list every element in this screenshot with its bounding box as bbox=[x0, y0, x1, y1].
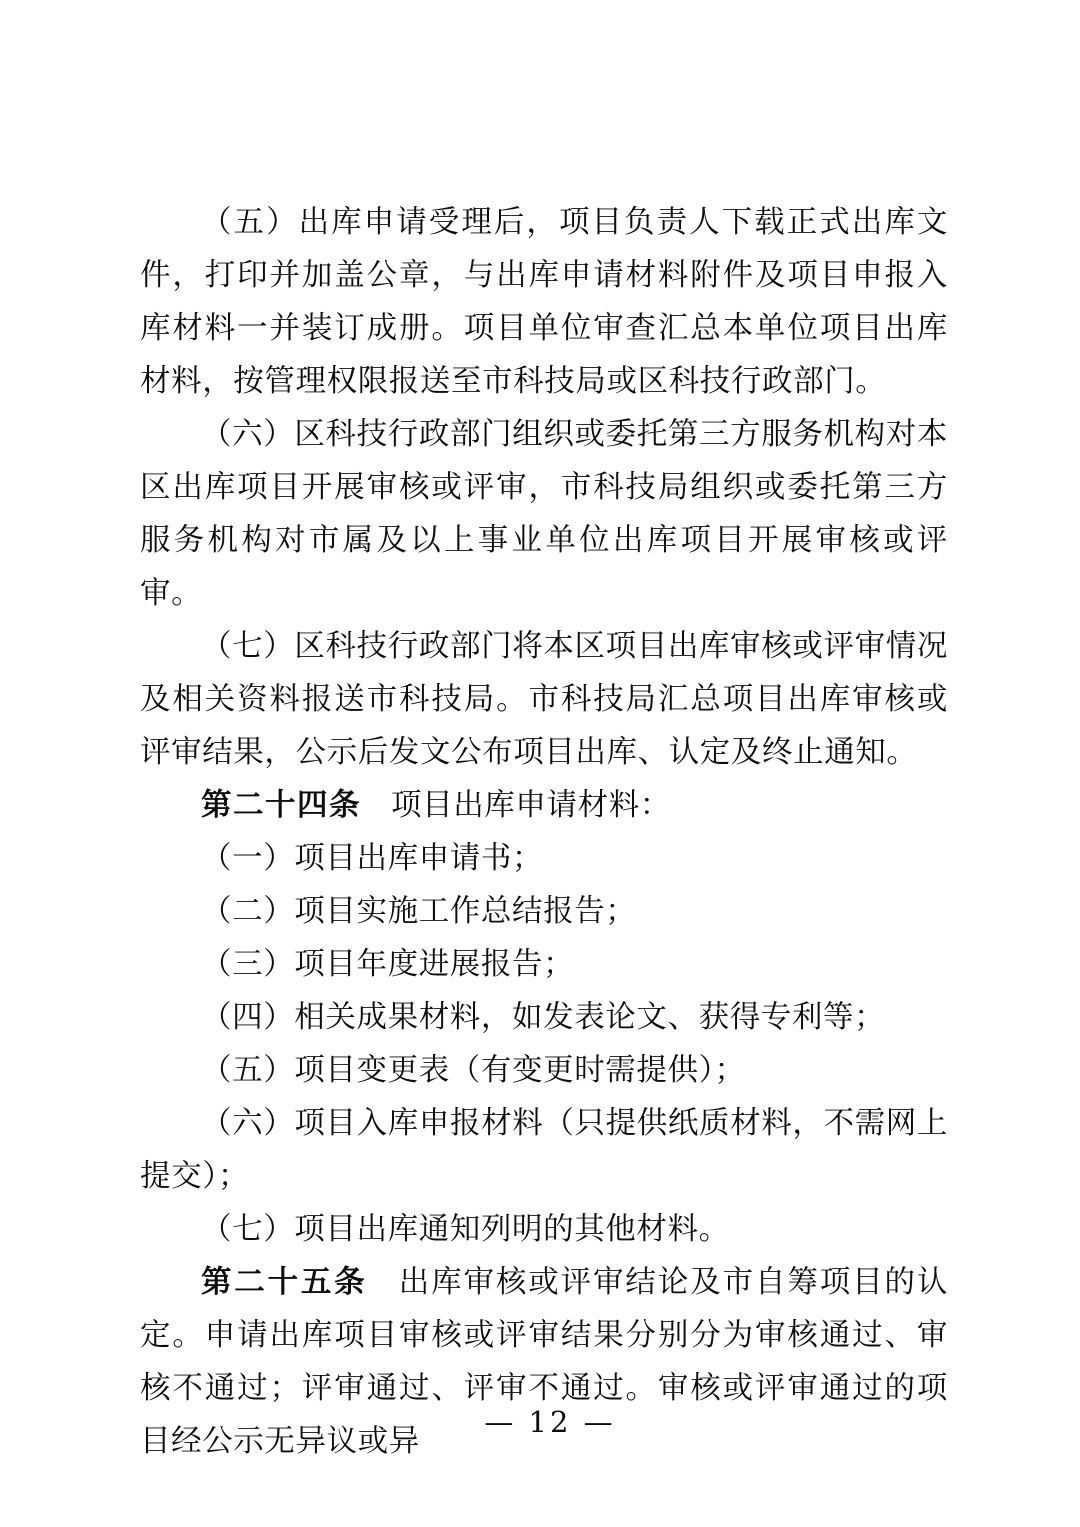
paragraph-material-3 bbox=[140, 938, 948, 991]
paragraph-material-6 bbox=[140, 1097, 948, 1203]
paragraph-text: （六）区科技行政部门组织或委托第三方服务机构对本区出库项目开展审核或评审，市科技局组织或委托第三方服务机构对市属及以上事业单位出库项目开展审核或评审。 bbox=[140, 417, 948, 611]
paragraph-item-6 bbox=[140, 408, 948, 620]
paragraph-material-1 bbox=[140, 832, 948, 885]
paragraph-item-5 bbox=[140, 196, 948, 408]
paragraph-text: （一）项目出库申请书； bbox=[201, 841, 544, 876]
paragraph-article-24 bbox=[140, 779, 948, 832]
paragraph-text: （三）项目年度进展报告； bbox=[201, 947, 575, 982]
page-number: — 12 — bbox=[484, 1405, 616, 1439]
paragraph-material-4 bbox=[140, 991, 948, 1044]
article-label: 第二十五条 bbox=[201, 1264, 368, 1300]
paragraph-material-2 bbox=[140, 885, 948, 938]
paragraph-text: 项目出库申请材料： bbox=[391, 788, 671, 823]
paragraph-text: （五）项目变更表（有变更时需提供）； bbox=[201, 1053, 746, 1088]
paragraph-material-7 bbox=[140, 1203, 948, 1256]
paragraph-text: 出库审核或评审结论及市自筹项目的认定。申请出库项目审核或评审结果分别分为审核通过、审核不通过；评审通过、评审不通过。审核或评审通过的项目经公示无异议或异 bbox=[140, 1265, 949, 1459]
document-body bbox=[140, 196, 948, 1468]
paragraph-text: （二）项目实施工作总结报告； bbox=[201, 894, 637, 929]
paragraph-text: （六）项目入库申报材料（只提供纸质材料，不需网上提交）； bbox=[140, 1106, 948, 1194]
paragraph-item-7 bbox=[140, 620, 948, 779]
paragraph-text: （七）项目出库通知列明的其他材料。 bbox=[201, 1212, 730, 1247]
article-label: 第二十四条 bbox=[201, 787, 361, 823]
paragraph-text: （四）相关成果材料，如发表论文、获得专利等； bbox=[201, 1000, 886, 1035]
paragraph-text: （七）区科技行政部门将本区项目出库审核或评审情况及相关资料报送市科技局。市科技局汇总项目出库审核或评审结果，公示后发文公布项目出库、认定及终止通知。 bbox=[140, 629, 948, 770]
paragraph-text: （五）出库申请受理后，项目负责人下载正式出库文件，打印并加盖公章，与出库申请材料附件及项目申报入库材料一并装订成册。项目单位审查汇总本单位项目出库材料，按管理权限报送至市科技局或区科技行政部门。 bbox=[140, 205, 948, 399]
paragraph-material-5 bbox=[140, 1044, 948, 1097]
